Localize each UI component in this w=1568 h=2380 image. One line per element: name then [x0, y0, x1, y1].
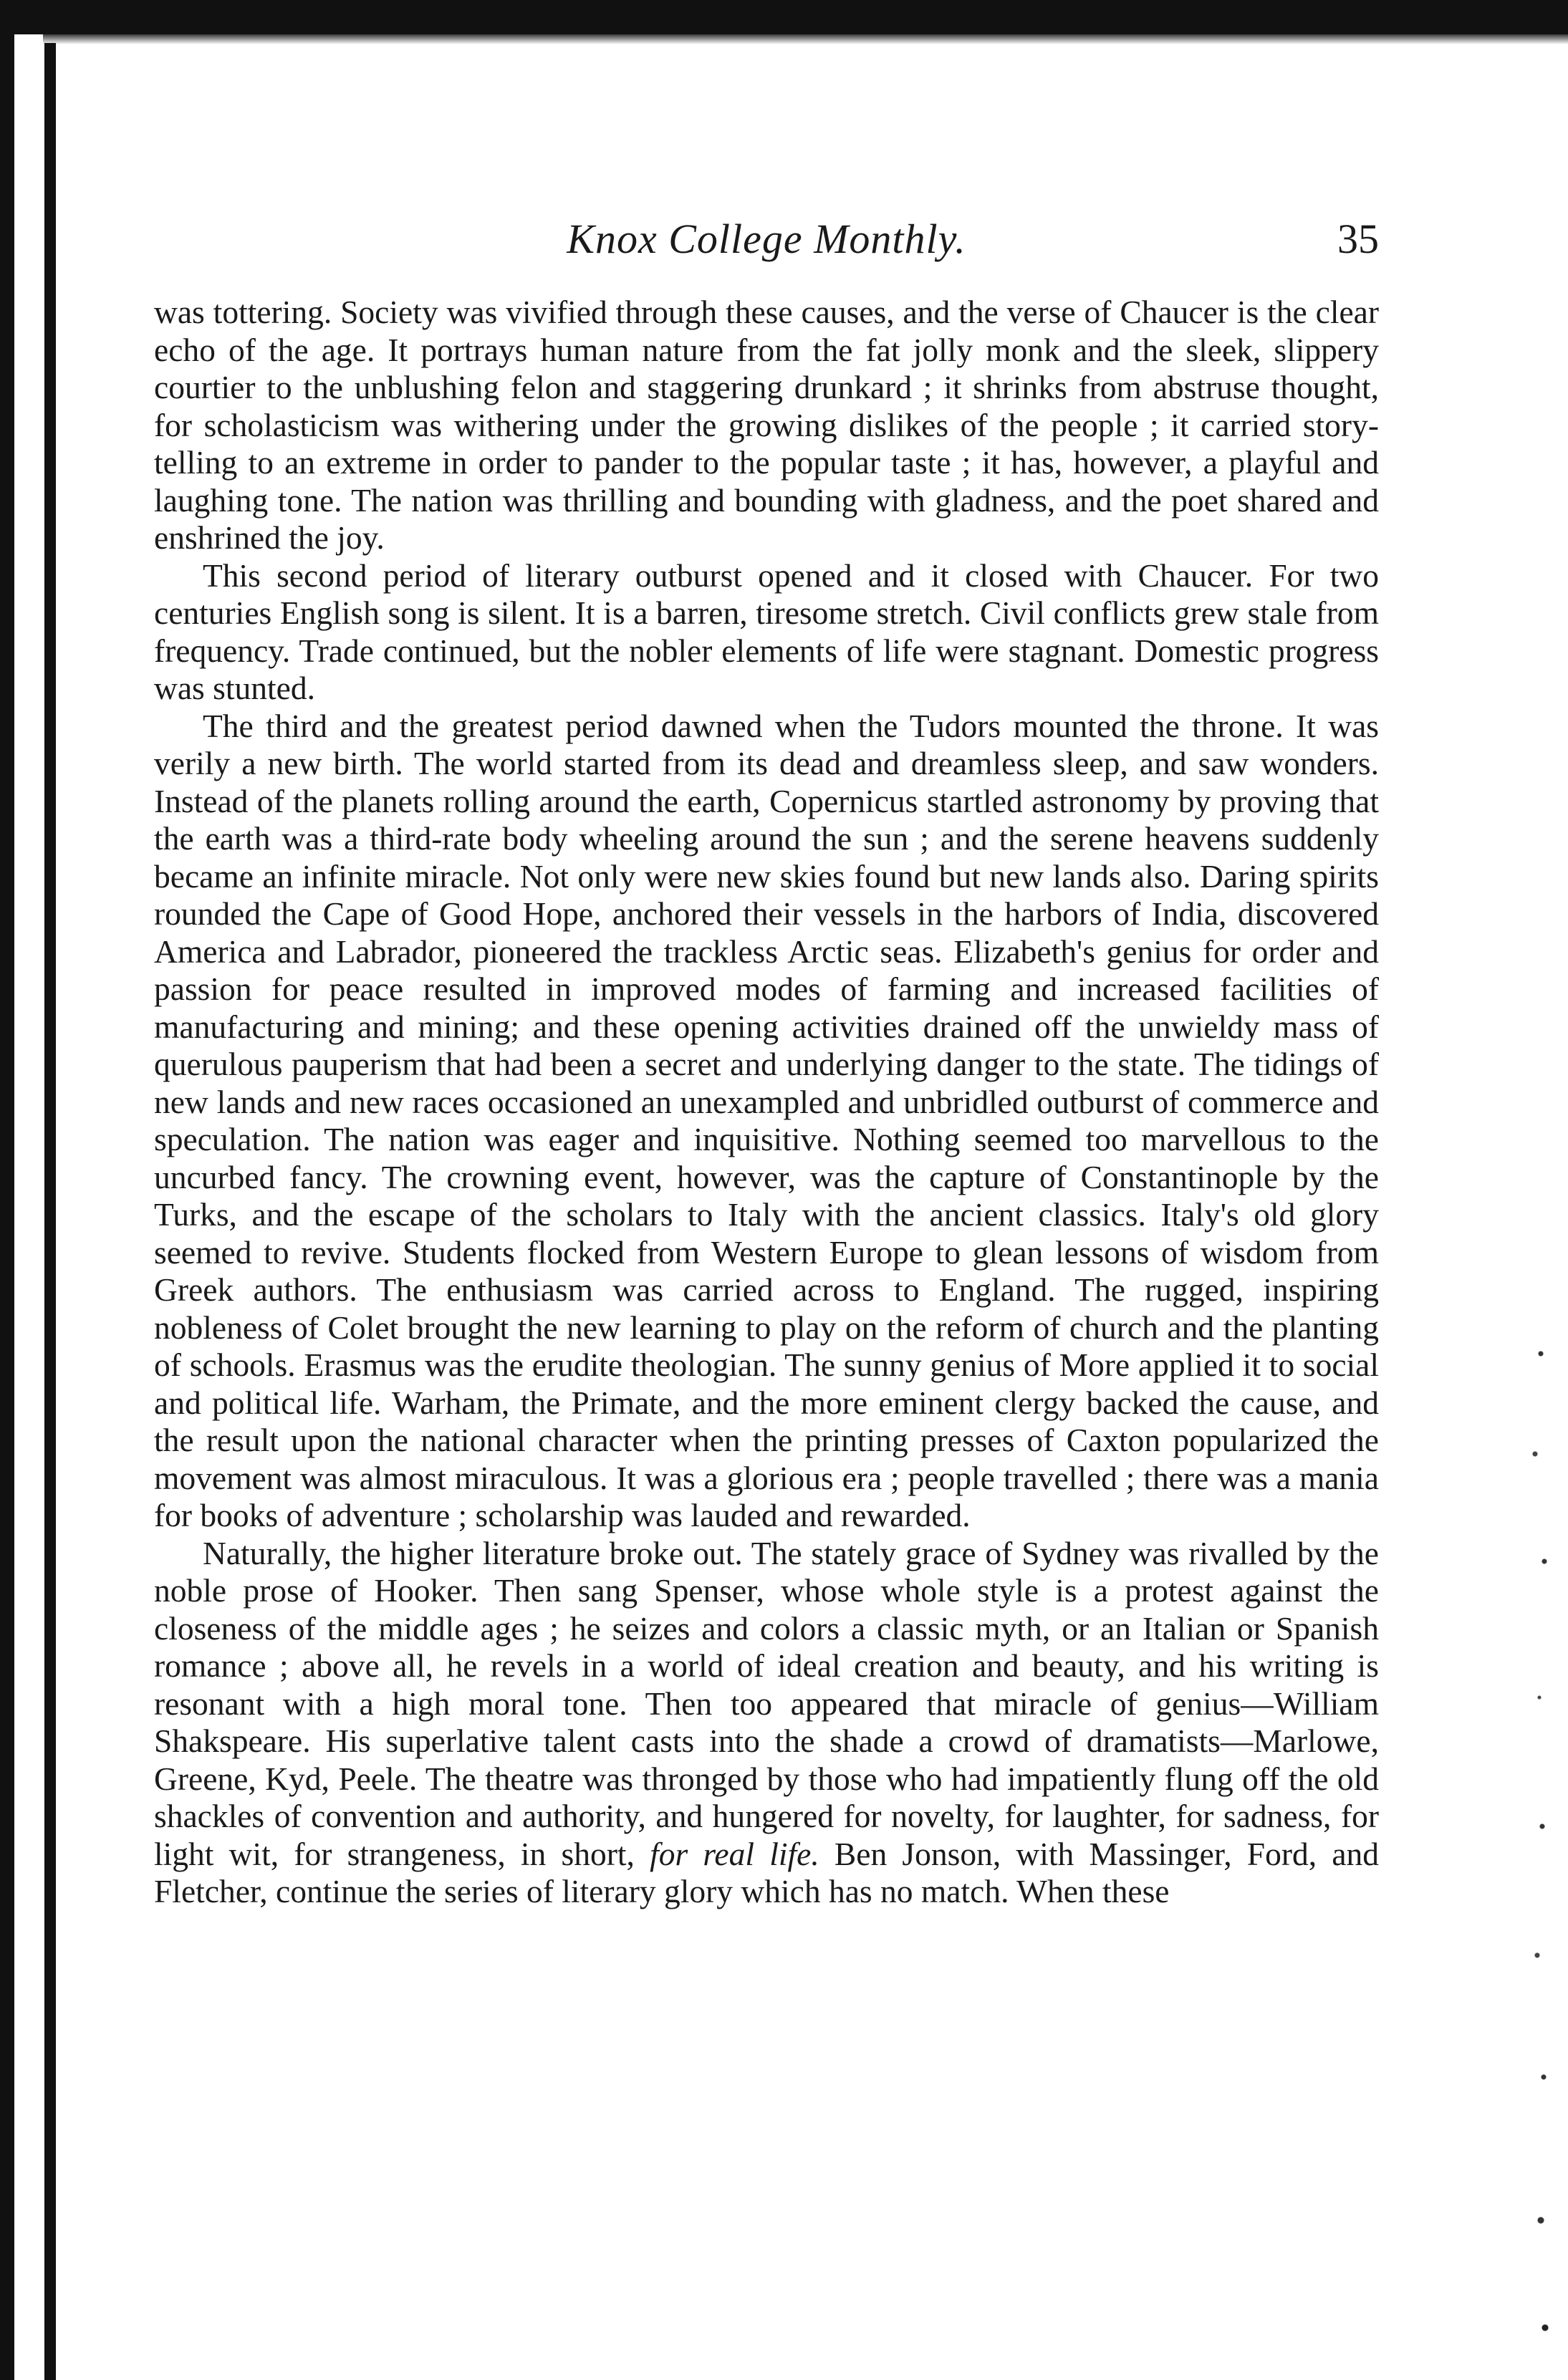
paragraph-1: was tottering. Society was vivified through these causes, and the verse of Chaucer is the clear echo of the age. It portrays human nature from the fat jolly monk and the sleek, slippery courtier to the unblushing felon and staggering drunkard ; it shrinks from abstruse thought, for scholasticism was withering under the growing dislikes of the people ; it carried story-telling to an extreme in order to pander to the popular taste ; it has, however, a playful and laughing tone. The nation was thrilling and bounding with gladness, and the poet shared and enshrined the joy. — [154, 294, 1379, 556]
page — [154, 215, 1379, 1911]
scan-binding-shadow — [44, 43, 56, 2380]
body-text — [154, 294, 1379, 1911]
margin-specks — [1526, 1325, 1555, 2364]
paragraph-2: This second period of literary outburst opened and it closed with Chaucer. For two centuries English song is silent. It is a barren, tiresome stretch. Civil conflicts grew stale from frequency. Trade continued, but the nobler elements of life were stagnant. Domestic progress was stunted. — [154, 557, 1379, 706]
paragraph-4-text-a: Naturally, the higher literature broke out. The stately grace of Sydney was rivalled by the noble prose of Hooker. Then sang Spenser, whose whole style is a protest against the closeness of the middle ages ; he seizes and colors a classic myth, or an Italian or Spanish romance ; above all, he revels in a world of ideal creation and beauty, and his writing is resonant with a high moral tone. Then too appeared that miracle of genius—William Shakspeare. His superlative talent casts into the shade a crowd of dramatists—Marlowe, Greene, Kyd, Peele. The theatre was thronged by those who had impatiently flung off the old shackles of convention and authority, and hungered for novelty, for laughter, for sadness, for light wit, for strangeness, in short, — [154, 1534, 1379, 1872]
paragraph-4-text-b: Ben Jonson, with Massinger, Ford, and Fletcher, continue the series of literary glory which has no match. When these — [154, 1835, 1380, 1909]
paragraph-3: The third and the greatest period dawned when the Tudors mounted the throne. It was verily a new birth. The world started from its dead and dreamless sleep, and saw wonders. Instead of the planets rolling around the earth, Copernicus startled astronomy by proving that the earth was a third-rate body wheeling around the sun ; and the serene heavens suddenly became an infinite miracle. Not only were new skies found but new lands also. Daring spirits rounded the Cape of Good Hope, anchored their vessels in the harbors of India, discovered America and Labrador, pioneered the trackless Arctic seas. Elizabeth's genius for order and passion for peace resulted in improved modes of farming and increased facilities of manufacturing and mining; and these opening activities drained off the unwieldy mass of querulous pauperism that had been a secret and underlying danger to the state. The tidings of new lands and new races occasioned an unexampled and unbridled outburst of commerce and speculation. The nation was eager and inquisitive. Nothing seemed too marvellous to the uncurbed fancy. The crowning event, however, was the capture of Constantinople by the Turks, and the escape of the scholars to Italy with the ancient classics. Italy's old glory seemed to revive. Students flocked from Western Europe to glean lessons of wisdom from Greek authors. The enthusiasm was carried across to England. The rugged, inspiring nobleness of Colet brought the new learning to play on the reform of church and the planting of schools. Erasmus was the erudite theologian. The sunny genius of More applied it to social and political life. Warham, the Primate, and the more eminent clergy backed the cause, and the result upon the national character when the printing presses of Caxton popularized the movement was almost miraculous. It was a glorious era ; people travelled ; there was a mania for books of adventure ; scholarship was lauded and rewarded. — [154, 707, 1379, 1533]
scan-left-edge — [0, 0, 14, 2380]
paragraph-4 — [154, 1535, 1379, 1911]
running-head — [154, 215, 1379, 294]
scan-top-edge — [0, 0, 1568, 34]
emphasis-real-life: for real life. — [650, 1835, 819, 1872]
page-number: 35 — [1337, 216, 1379, 262]
journal-title: Knox College Monthly. — [567, 216, 966, 262]
